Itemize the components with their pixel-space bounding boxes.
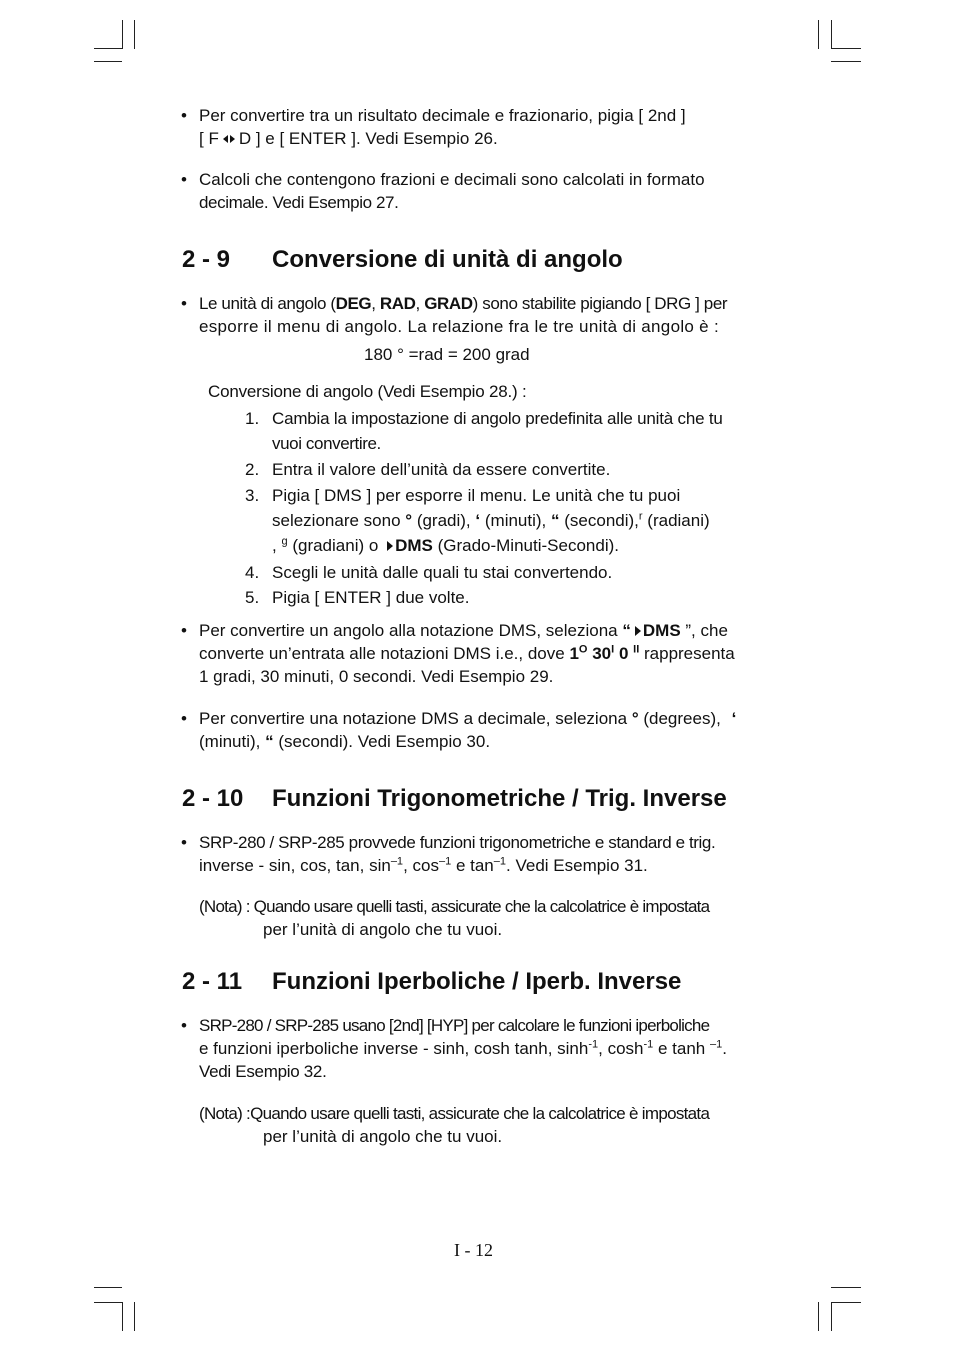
text-line: decimale. Vedi Esempio 27.	[199, 193, 399, 212]
paragraph-angle-units	[199, 292, 774, 338]
second-symbol: “	[551, 511, 560, 530]
example-degrees: 1	[569, 644, 579, 663]
text-line	[199, 127, 774, 150]
inverse-superscript: –1	[710, 1038, 723, 1051]
minute-symbol: ‘	[475, 511, 481, 530]
dms-label: DMS	[642, 621, 681, 640]
angle-relation: 180 ° =rad = 200 grad	[364, 345, 530, 364]
section-title: Funzioni Iperboliche / Iperb. Inverse	[272, 968, 682, 995]
list-text	[272, 585, 772, 610]
note-line: (Nota) : Quando usare quelli tasti, assicurate che la calcolatrice è impostata	[199, 897, 710, 916]
crop-mark	[122, 1302, 123, 1331]
crop-mark	[831, 48, 861, 49]
text-line	[199, 707, 774, 730]
bullet: •	[181, 833, 187, 852]
text-line	[199, 730, 774, 753]
paragraph-to-dms	[199, 619, 774, 688]
second-mark: II	[633, 643, 640, 656]
crop-mark	[94, 48, 122, 49]
list-text	[272, 560, 772, 585]
text-span: (Grado-Minuti-Secondi).	[437, 536, 619, 555]
inverse-superscript: -1	[588, 1038, 599, 1051]
text-span: .	[722, 1039, 727, 1058]
text-line: esporre il menu di angolo. La relazione fra le tre unità di angolo è :	[199, 317, 719, 336]
text-line: Per convertire tra un risultato decimale e frazionario, pigia [ 2nd ]	[199, 106, 686, 125]
degree-mark: O	[578, 643, 588, 656]
list-number: 4.	[245, 563, 260, 582]
play-triangle-icon	[387, 541, 393, 551]
bullet: •	[181, 1016, 187, 1035]
text-line: SRP-280 / SRP-285 usano [2nd] [HYP] per calcolare le funzioni iperboliche	[199, 1016, 710, 1035]
inverse-superscript: -1	[643, 1038, 654, 1051]
minute-symbol: ‘	[731, 709, 737, 728]
crop-mark	[831, 61, 861, 62]
paragraph-dms-to-decimal	[199, 707, 774, 753]
list-number: 3.	[245, 486, 260, 505]
rad-label: RAD	[379, 294, 416, 313]
text-span: selezionare sono	[272, 511, 401, 530]
section-number: 2 - 9	[182, 246, 231, 273]
text-line: Pigia [ ENTER ] due volte.	[272, 588, 470, 607]
crop-mark	[94, 1302, 122, 1303]
text-line	[199, 1037, 774, 1060]
crop-mark	[134, 20, 135, 49]
text-span: . Vedi Esempio 31.	[506, 856, 648, 875]
text-line: Cambia la impostazione di angolo predefinita alle unità che tu	[272, 409, 723, 428]
text-span: , cosh	[598, 1039, 644, 1058]
crop-mark	[94, 1287, 122, 1288]
bullet: •	[181, 170, 187, 189]
section-number: 2 - 10	[182, 785, 244, 812]
text-span: [ F	[199, 129, 219, 148]
text-span: ) sono stabilite pigiando [ DRG ] per	[472, 294, 728, 313]
crop-mark	[134, 1302, 135, 1331]
degree-symbol: °	[405, 511, 413, 530]
inverse-superscript: –1	[390, 855, 404, 868]
text-span: ”, che	[685, 621, 728, 640]
text-span: rappresenta	[644, 644, 735, 663]
text-span: (radiani)	[647, 511, 710, 530]
text-line: vuoi convertire.	[272, 434, 381, 453]
text-line	[272, 508, 772, 533]
list-number: 5.	[245, 588, 260, 607]
section-title: Conversione di unità di angolo	[272, 246, 623, 273]
crop-mark	[831, 1302, 832, 1331]
text-span: (degrees),	[643, 709, 721, 728]
note-trig	[199, 895, 709, 941]
section-title: Funzioni Trigonometriche / Trig. Inverse	[272, 785, 727, 812]
text-line	[199, 619, 774, 642]
play-triangle-icon	[635, 626, 641, 636]
text-span: (minuti),	[199, 732, 261, 751]
text-span: e tanh	[658, 1039, 706, 1058]
arrow-left-icon	[223, 135, 228, 143]
inverse-superscript: –1	[438, 855, 452, 868]
note-line: (Nota) :Quando usare quelli tasti, assicurate che la calcolatrice è impostata	[199, 1104, 710, 1123]
list-number: 1.	[245, 409, 260, 428]
text-span: , cos	[403, 856, 439, 875]
text-line: 1 gradi, 30 minuti, 0 secondi. Vedi Esempio 29.	[199, 667, 554, 686]
crop-mark	[818, 20, 819, 49]
note-line: per l’unità di angolo che tu vuoi.	[263, 1127, 503, 1146]
crop-mark	[831, 1302, 861, 1303]
text-span: (secondi). Vedi Esempio 30.	[278, 732, 491, 751]
crop-mark	[94, 61, 122, 62]
grad-label: GRAD	[424, 294, 473, 313]
dms-example	[569, 644, 639, 663]
list-text	[272, 457, 772, 482]
text-line: Pigia [ DMS ] per esporre il menu. Le unità che tu puoi	[272, 486, 681, 505]
inverse-superscript: –1	[493, 855, 507, 868]
text-span: (secondi),	[564, 511, 639, 530]
list-text	[272, 483, 772, 558]
conversion-label: Conversione di angolo (Vedi Esempio 28.) :	[208, 382, 527, 401]
text-span: Per convertire un angolo alla notazione DMS, seleziona	[199, 621, 618, 640]
crop-mark	[122, 20, 123, 49]
quote-mark: “	[622, 621, 631, 640]
bullet: •	[181, 709, 187, 728]
text-line	[199, 854, 774, 877]
text-span: D ] e [ ENTER ]. Vedi Esempio 26.	[238, 129, 498, 148]
text-line: Entra il valore dell’unità da essere convertite.	[272, 460, 611, 479]
text-line	[199, 642, 774, 665]
text-line: Calcoli che contengono frazioni e decimali sono calcolati in formato	[199, 170, 705, 189]
example-seconds: 0	[618, 644, 629, 663]
text-span: (gradi),	[416, 511, 471, 530]
radian-symbol: r	[638, 510, 643, 523]
text-span: (minuti),	[484, 511, 547, 530]
list-text	[272, 406, 772, 456]
text-line: SRP-280 / SRP-285 provvede funzioni trigonometriche e standard e trig.	[199, 833, 716, 852]
minute-mark: I	[611, 643, 615, 656]
crop-mark	[831, 1287, 861, 1288]
arrow-right-icon	[230, 135, 235, 143]
paragraph-hyperbolic	[199, 1014, 774, 1083]
text-span: Per convertire una notazione DMS a decimale, seleziona	[199, 709, 628, 728]
second-symbol: “	[265, 732, 274, 751]
crop-mark	[831, 20, 832, 49]
bullet: •	[181, 106, 187, 125]
note-line: per l’unità di angolo che tu vuoi.	[263, 920, 503, 939]
text-line: Le unità di angolo (DEG, RAD, GRAD) sono stabilite pigiando [ DRG ] per	[199, 294, 728, 313]
degree-symbol: °	[631, 709, 639, 728]
note-hyperbolic	[199, 1102, 709, 1148]
example-minutes: 30	[592, 644, 612, 663]
text-span: Le unità di angolo (	[199, 294, 336, 313]
text-span: ,	[272, 536, 277, 555]
crop-mark	[818, 1302, 819, 1331]
text-line: Vedi Esempio 32.	[199, 1062, 327, 1081]
list-number: 2.	[245, 460, 260, 479]
text-line	[272, 533, 772, 558]
deg-label: DEG	[335, 294, 372, 313]
page-number: I - 12	[454, 1240, 493, 1260]
gradian-symbol: g	[281, 535, 288, 548]
paragraph-trig	[199, 831, 774, 877]
text-line: Scegli le unità dalle quali tu stai convertendo.	[272, 563, 613, 582]
bullet: •	[181, 294, 187, 313]
text-span: converte un’entrata alle notazioni DMS i.e., dove	[199, 644, 565, 663]
section-number: 2 - 11	[182, 968, 243, 995]
paragraph-fraction-convert	[199, 104, 774, 150]
text-span: (gradiani) o	[292, 536, 379, 555]
text-span: inverse - sin, cos, tan, sin	[199, 856, 391, 875]
dms-label: DMS	[395, 536, 433, 555]
text-span: e funzioni iperboliche inverse - sinh, cosh tanh, sinh	[199, 1039, 589, 1058]
paragraph-mixed-calc	[199, 168, 774, 214]
text-span: e tan	[455, 856, 494, 875]
bullet: •	[181, 621, 187, 640]
